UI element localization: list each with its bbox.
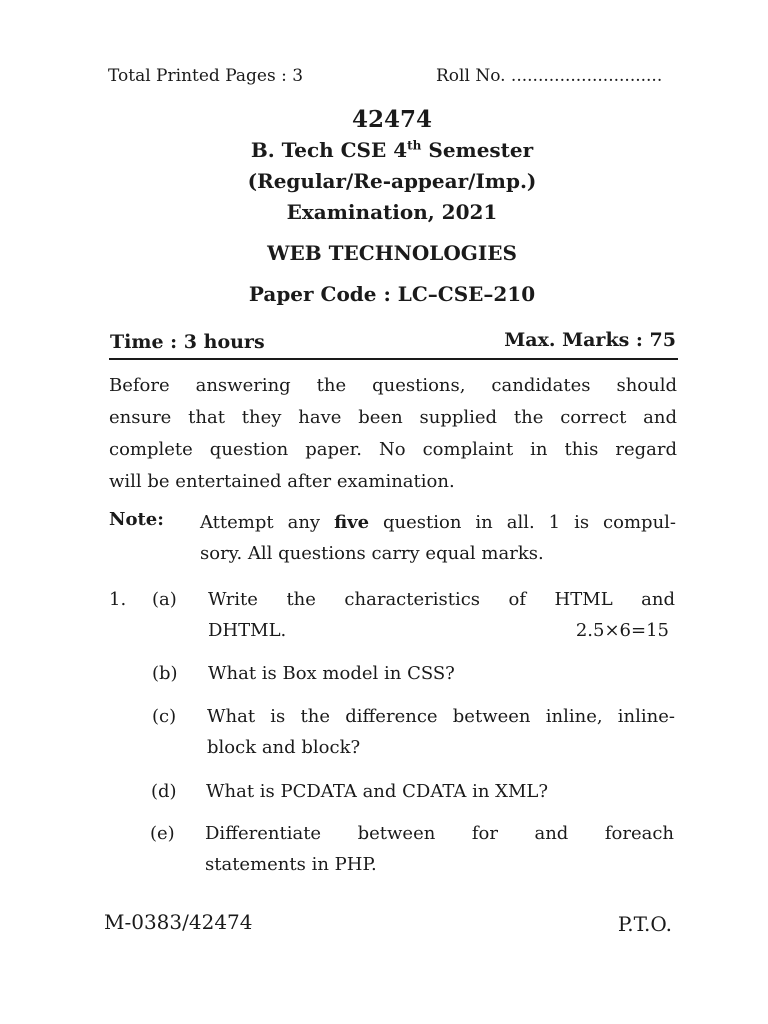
part-text xyxy=(206,776,674,807)
part-label: (e) xyxy=(150,823,175,844)
divider-rule xyxy=(109,358,678,360)
note-pre: Attempt any xyxy=(200,512,335,533)
note-text xyxy=(200,507,676,569)
course-prefix: B. Tech CSE 4 xyxy=(250,138,408,162)
exam-type: (Regular/Re-appear/Imp.) xyxy=(247,169,537,193)
part-line: What is Box model in CSS? xyxy=(208,663,455,684)
course-suffix: Semester xyxy=(421,138,534,162)
part-line: What is PCDATA and CDATA in XML? xyxy=(206,781,549,802)
instruction-line: complete question paper. No complaint in this regard xyxy=(109,439,677,460)
part-line: block and block? xyxy=(207,737,361,758)
paper-code: Paper Code : LC–CSE–210 xyxy=(248,282,536,306)
exam-year: Examination, 2021 xyxy=(286,200,498,224)
instructions xyxy=(109,370,677,498)
course-title xyxy=(0,138,768,162)
marks-distribution: 2.5×6=15 xyxy=(575,620,669,641)
note-post: question in all. 1 is compul- xyxy=(369,512,676,533)
max-marks: Max. Marks : 75 xyxy=(504,329,676,351)
part-label: (b) xyxy=(152,663,178,684)
part-line: Differentiate between for and foreach xyxy=(205,823,674,844)
subject-title: WEB TECHNOLOGIES xyxy=(267,241,517,265)
part-label: (c) xyxy=(152,706,177,727)
part-line: What is the difference between inline, inline- xyxy=(207,706,675,727)
part-line: statements in PHP. xyxy=(205,854,377,875)
note-line-2: sory. All questions carry equal marks. xyxy=(200,543,544,564)
footer-pto: P.T.O. xyxy=(617,912,672,936)
total-pages: Total Printed Pages : 3 xyxy=(108,66,304,86)
question-number: 1. xyxy=(109,589,127,610)
roll-number-field: Roll No. ............................ xyxy=(436,66,663,86)
instruction-line: ensure that they have been supplied the correct and xyxy=(109,407,677,428)
footer-code: M-0383/42474 xyxy=(104,910,253,934)
note-label: Note: xyxy=(109,509,164,530)
instruction-line: will be entertained after examination. xyxy=(109,471,455,492)
instruction-line: Before answering the questions, candidates should xyxy=(109,375,677,396)
note-bold: five xyxy=(334,512,370,533)
part-line: Write the characteristics of HTML and xyxy=(208,589,675,610)
part-text xyxy=(205,818,674,880)
part-line-with-marks xyxy=(208,615,675,646)
course-superscript: th xyxy=(407,138,422,153)
paper-number: 42474 xyxy=(351,106,433,133)
note-line-1 xyxy=(200,507,676,538)
part-text xyxy=(207,701,675,763)
part-line: DHTML. xyxy=(208,620,287,641)
part-text xyxy=(208,584,675,646)
part-text xyxy=(208,658,675,689)
part-label: (d) xyxy=(151,781,177,802)
part-label: (a) xyxy=(152,589,177,610)
time-allowed: Time : 3 hours xyxy=(110,331,265,353)
